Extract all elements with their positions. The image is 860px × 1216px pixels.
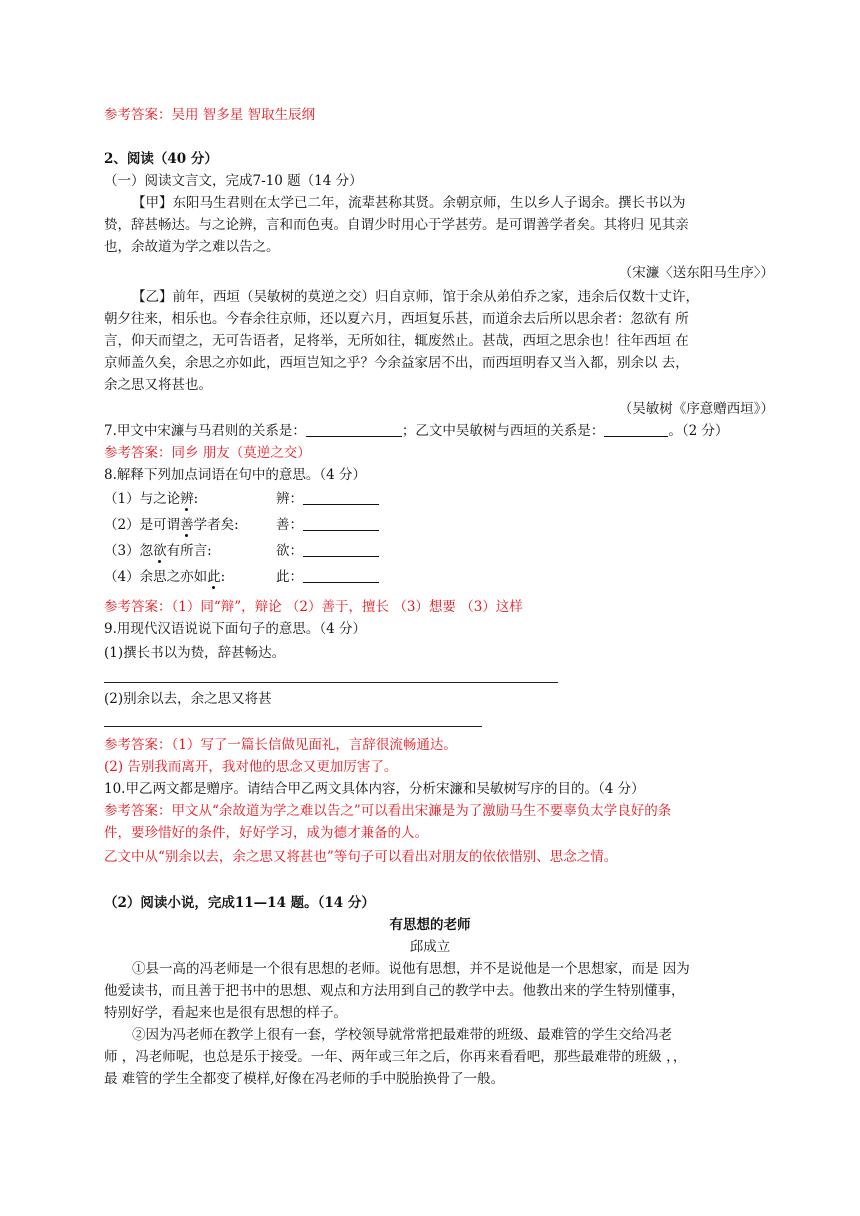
question-10-answer-line-2: 件，要珍惜好的条件，好好学习，成为德才兼备的人。	[104, 825, 428, 841]
passage-yi-line-3: 言，仰天而望之，无可告语者，足将举，无所如往，辄废然止。甚哉，西垣之思余也！往年西垣 在	[104, 333, 689, 349]
question-7	[104, 420, 729, 442]
item-text: :	[220, 569, 226, 585]
dotted-word: 此	[207, 569, 221, 585]
item-text: （2）是可谓	[104, 517, 181, 533]
question-9-sentence-1: (1)撰长书以为贽，辞甚畅达。	[104, 645, 286, 661]
question-7-part-c: 。（2 分）	[668, 423, 729, 439]
passage-yi-line-1: 【乙】前年，西垣（吴敏树的莫逆之交）归自京师，馆于余从弟伯乔之家，违余后仅数十丈许，	[132, 289, 699, 305]
story-paragraph-1-line-2: 他爱读书，而且善于把书中的思想、观点和方法用到自己的教学中去。他教出来的学生特别懂事，	[104, 983, 685, 999]
passage-yi-line-4: 京师盖久矣，余思之亦如此，西垣岂知之乎？今余益家居不出，而西垣明春又当入都，别余以 去，	[104, 355, 689, 371]
passage-yi-source: （吴敏树《序意赠西垣》）	[618, 401, 774, 417]
passage-jia-line-2: 贽，辞甚畅达。与之论辨，言和而色夷。自谓少时用心于学甚劳。是可谓善学者矣。其将归 见其亲	[104, 217, 689, 233]
question-10: 10.甲乙两文都是赠序。请结合甲乙两文具体内容，分析宋濂和吴敏树写序的目的。（4 分）	[104, 781, 645, 797]
item-word: 辨：	[276, 491, 303, 507]
item-word: 此：	[276, 569, 303, 585]
story-paragraph-2-line-2: 师 ，冯老师呢，也总是乐于接受。一年、两年或三年之后，你再来看看吧，那些最难带的班級 ，，	[104, 1049, 687, 1065]
story-author: 邱成立	[409, 939, 451, 955]
item-word: 善：	[276, 517, 303, 533]
item-text: （4）余思之亦如	[104, 569, 208, 585]
question-8-answer-3	[276, 540, 379, 562]
question-9-answer-2: (2) 告别我而离开，我对他的思念又更加厉害了。	[104, 759, 398, 775]
answer-line-1[interactable]	[104, 682, 558, 683]
question-8-answer-1	[276, 488, 379, 510]
passage-jia-line-3: 也，余故道为学之难以告之。	[104, 239, 280, 255]
question-9-sentence-2: (2)别余以去，余之思又将甚	[104, 691, 272, 707]
item-word: 欲：	[276, 543, 303, 559]
dotted-word: 善	[180, 517, 194, 533]
dotted-word: 辨	[180, 491, 194, 507]
question-7-part-b: ；乙文中吴敏树与西垣的关系是：	[401, 423, 605, 439]
question-7-blank-1[interactable]	[306, 422, 402, 437]
section-2-title: 2、阅读（40 分）	[104, 151, 218, 167]
part1-intro: （一）阅读文言文，完成7-10 题（14 分）	[104, 173, 363, 189]
story-paragraph-1-line-3: 特别好学，看起来也是很有思想的样子。	[104, 1005, 347, 1021]
story-paragraph-1-line-1: ①县一高的冯老师是一个很有思想的老师。说他有思想，并不是说他是一个思想家，而是 因为	[132, 961, 690, 977]
answer-blank[interactable]	[303, 490, 379, 505]
answer-line-2[interactable]	[104, 726, 482, 727]
question-8-item-1	[104, 488, 198, 510]
item-text: :	[193, 491, 199, 507]
story-title: 有思想的老师	[389, 917, 471, 933]
story-paragraph-2-line-3: 最 难管的学生全都变了模样,好像在冯老师的手中脱胎换骨了一般。	[104, 1071, 505, 1087]
passage-jia-source: （宋濂〈送东阳马生序〉）	[618, 265, 774, 281]
question-8: 8.解释下列加点词语在句中的意思。（4 分）	[104, 467, 367, 483]
question-8-item-2	[104, 514, 239, 536]
answer-blank[interactable]	[303, 542, 379, 557]
passage-yi-line-2: 朝夕往来，相乐也。今春余往京师，还以夏六月，西垣复乐甚，而道余去后所以思余者：忽欲有 所	[104, 311, 689, 327]
item-text: （3）忽	[104, 543, 154, 559]
item-text: 学者矣:	[193, 517, 239, 533]
answer-blank[interactable]	[303, 516, 379, 531]
question-7-part-a: 7.甲文中宋濂与马君则的关系是：	[104, 423, 306, 439]
answer-blank[interactable]	[303, 568, 379, 583]
question-7-answer: 参考答案：同乡 朋友（莫逆之交）	[104, 445, 311, 461]
question-10-answer-line-3: 乙文中从“别余以去，余之思又将甚也”等句子可以看出对朋友的依依惜别、思念之情。	[104, 849, 618, 865]
reference-answer-top: 参考答案：吴用 智多星 智取生辰纲	[104, 107, 316, 123]
story-paragraph-2-line-1: ②因为冯老师在教学上很有一套，学校领导就常常把最难带的班级、最难管的学生交给冯老	[132, 1027, 672, 1043]
question-8-item-3	[104, 540, 212, 562]
question-9-answer-1: 参考答案：（1）写了一篇长信做见面礼，言辞很流畅通达。	[104, 737, 457, 753]
question-10-answer-line-1: 参考答案：甲文从“余故道为学之难以告之”可以看出宋濂是为了激励马生不要辜负太学良好的条	[104, 803, 672, 819]
passage-jia-line-1: 【甲】东阳马生君则在太学已二年，流辈甚称其贤。余朝京师，生以乡人子谒余。撰长书以为	[132, 195, 686, 211]
dotted-word: 欲	[153, 543, 167, 559]
question-8-item-4	[104, 566, 225, 588]
passage-yi-line-5: 余之思又将甚也。	[104, 377, 212, 393]
part2-intro: （2）阅读小说，完成11—14 题。（14 分）	[104, 895, 375, 911]
question-9: 9.用现代汉语说说下面句子的意思。（4 分）	[104, 621, 367, 637]
question-8-answer-4	[276, 566, 379, 588]
item-text: （1）与之论	[104, 491, 181, 507]
question-8-answer-2	[276, 514, 379, 536]
question-7-blank-2[interactable]	[604, 422, 668, 437]
question-8-answer: 参考答案：（1）同“辩”，辩论 （2）善于，擅长 （3）想要 （3）这样	[104, 599, 523, 615]
item-text: 有所言:	[166, 543, 212, 559]
